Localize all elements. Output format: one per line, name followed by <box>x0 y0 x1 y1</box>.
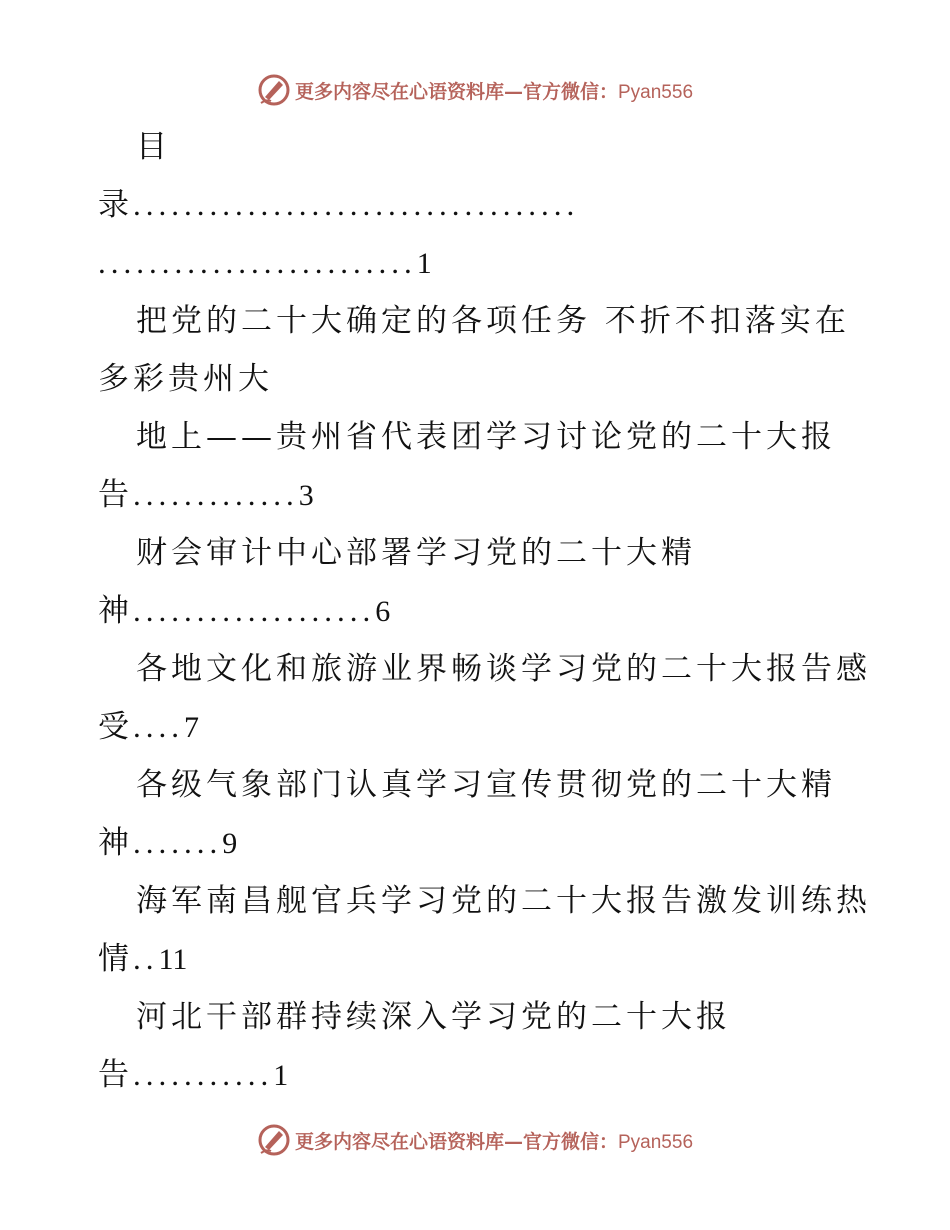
toc-entry-title: 河北干部群持续深入学习党的二十大报 <box>136 999 731 1035</box>
toc-entry-title: 神 <box>98 825 133 861</box>
toc-entry-dots: ............. <box>133 477 299 512</box>
toc-entry-line[interactable] <box>98 814 878 872</box>
toc-entry-page: 3 <box>298 479 314 512</box>
toc-entry-line[interactable] <box>98 698 878 756</box>
toc-heading-line <box>98 118 878 176</box>
toc-entry-line[interactable] <box>98 930 878 988</box>
table-of-contents <box>98 118 878 1104</box>
toc-entry-title: 告 <box>98 477 133 513</box>
toc-entry-page: 7 <box>184 711 199 744</box>
toc-entry-line[interactable] <box>98 1046 878 1104</box>
toc-entry-title: 受 <box>98 709 133 745</box>
toc-entry-dots: ................... <box>133 593 376 628</box>
toc-entry-dots: ........... <box>133 1057 274 1092</box>
toc-entry-line[interactable] <box>98 640 878 698</box>
toc-entry-page: 11 <box>158 943 188 976</box>
toc-entry-title: 情 <box>98 941 133 977</box>
toc-heading-page: 1 <box>416 247 432 280</box>
toc-entry-dots: .... <box>133 709 184 744</box>
header-watermark-text: 更多内容尽在心语资料库—官方微信： <box>294 80 618 103</box>
toc-entry-dots: ....... <box>133 825 223 860</box>
toc-heading-line2 <box>98 176 878 234</box>
toc-entry-title: 把党的二十大确定的各项任务 不折不扣落实在 <box>136 303 850 339</box>
pen-logo-icon <box>257 73 291 107</box>
toc-heading-part1: 目 <box>136 129 171 165</box>
toc-entry-page: 9 <box>222 827 238 860</box>
toc-entry-dots: .. <box>133 941 159 976</box>
toc-entry-line[interactable] <box>98 524 878 582</box>
toc-entry-title: 各级气象部门认真学习宣传贯彻党的二十大精 <box>136 767 836 803</box>
toc-heading-dots: ................................... <box>133 187 580 222</box>
toc-entry-page: 6 <box>375 595 391 628</box>
toc-entry-title: 地上——贵州省代表团学习讨论党的二十大报 <box>136 419 836 455</box>
toc-heading-line3 <box>98 234 878 292</box>
toc-entry-title: 神 <box>98 593 133 629</box>
toc-entry-title: 海军南昌舰官兵学习党的二十大报告激发训练热 <box>136 883 871 919</box>
header-watermark <box>0 70 950 110</box>
toc-entry-line[interactable] <box>98 756 878 814</box>
toc-entry-line[interactable] <box>98 292 878 350</box>
toc-entry-title: 各地文化和旅游业界畅谈学习党的二十大报告感 <box>136 651 871 687</box>
toc-entry-line[interactable] <box>98 408 878 466</box>
toc-entry-title: 告 <box>98 1057 133 1093</box>
header-watermark-id: Pyan556 <box>618 81 694 103</box>
toc-entry-line[interactable] <box>98 988 878 1046</box>
footer-watermark <box>0 1120 950 1160</box>
footer-watermark-id: Pyan556 <box>618 1131 694 1153</box>
toc-entry-line[interactable] <box>98 872 878 930</box>
toc-entry-line[interactable] <box>98 466 878 524</box>
toc-heading-dots-2: ......................... <box>98 245 417 280</box>
toc-entry-line[interactable] <box>98 582 878 640</box>
pen-logo-icon <box>257 1123 291 1157</box>
toc-entry-page: 1 <box>273 1059 289 1092</box>
toc-entry-title: 财会审计中心部署学习党的二十大精 <box>136 535 696 571</box>
toc-entry-title: 多彩贵州大 <box>98 361 273 397</box>
toc-entry-line[interactable] <box>98 350 878 408</box>
footer-watermark-text: 更多内容尽在心语资料库—官方微信： <box>294 1130 618 1153</box>
toc-heading-part2: 录 <box>98 187 133 223</box>
